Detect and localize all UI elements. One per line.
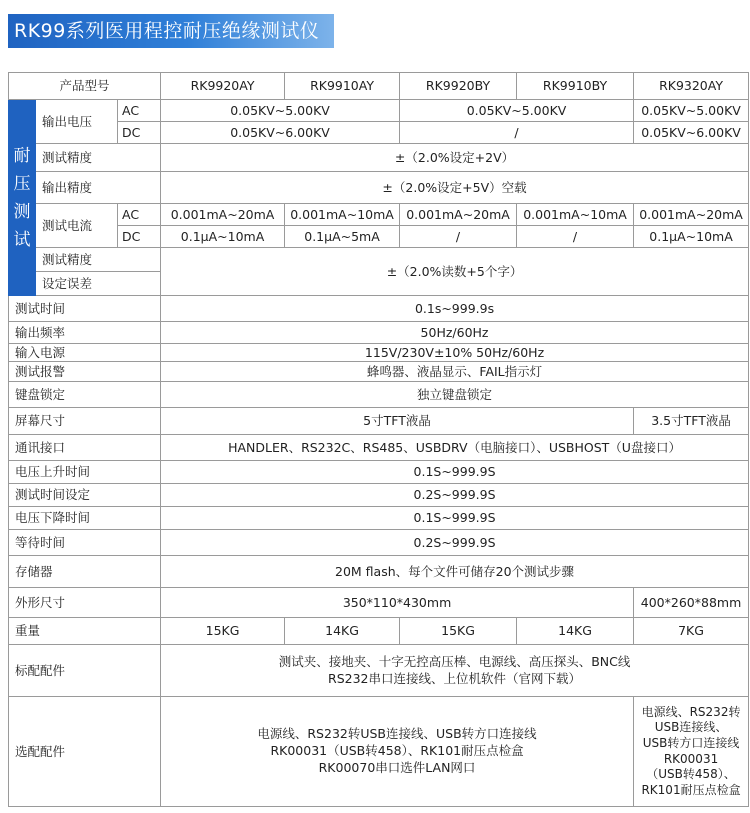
opt-acc-label: 选配配件 [9,697,161,807]
wait-time-value: 0.2S~999.9S [161,530,749,556]
weight-2: 14KG [285,618,400,645]
test-time-label: 测试时间 [9,296,161,322]
table-row [9,344,749,362]
table-row [9,382,749,408]
tc-ac-1: 0.001mA~20mA [161,204,285,226]
dc-sub-label: DC [118,226,161,248]
opt-acc-line: （USB转458）、 [646,767,736,782]
side-label: 耐 压 测 试 [9,100,36,296]
alarm-value: 蜂鸣器、液晶显示、FAIL指示灯 [161,362,749,382]
model-5: RK9320AY [634,73,749,100]
opt-acc-line: RK00031 [663,751,719,766]
weight-label: 重量 [9,618,161,645]
weight-3: 15KG [400,618,517,645]
opt-acc-last [634,697,749,807]
test-accuracy-value: ±（2.0%设定+2V） [161,144,749,172]
fall-time-label: 电压下降时间 [9,507,161,530]
table-row [9,507,749,530]
table-row [9,618,749,645]
model-3: RK9920BY [400,73,517,100]
ov-ac-34: 0.05KV~5.00KV [400,100,634,122]
opt-acc-line: RK101耐压点检盒 [641,782,741,797]
table-row [9,73,749,100]
ov-dc-34: / [400,122,634,144]
ov-dc-5: 0.05KV~6.00KV [634,122,749,144]
output-freq-value: 50Hz/60Hz [161,322,749,344]
input-power-value: 115V/230V±10% 50Hz/60Hz [161,344,749,362]
table-row [9,172,749,204]
time-set-label: 测试时间设定 [9,484,161,507]
opt-acc-line: 电源线、RS232转USB连接线、USB转方口连接线 [257,726,537,742]
ov-ac-12: 0.05KV~5.00KV [161,100,400,122]
table-row [9,697,749,807]
rise-time-value: 0.1S~999.9S [161,461,749,484]
table-row [9,588,749,618]
model-1: RK9920AY [161,73,285,100]
test-current-label: 测试电流 [36,204,118,248]
screen-value-5: 3.5寸TFT液晶 [634,408,749,435]
fall-time-value: 0.1S~999.9S [161,507,749,530]
model-2: RK9910AY [285,73,400,100]
test-time-value: 0.1s~999.9s [161,296,749,322]
header-label: 产品型号 [9,73,161,100]
ov-ac-5: 0.05KV~5.00KV [634,100,749,122]
output-accuracy-label: 输出精度 [36,172,161,204]
screen-label: 屏幕尺寸 [9,408,161,435]
time-set-value: 0.2S~999.9S [161,484,749,507]
size-label: 外形尺寸 [9,588,161,618]
tc-dc-2: 0.1μA~5mA [285,226,400,248]
tc-dc-3: / [400,226,517,248]
table-row [9,122,749,144]
weight-4: 14KG [517,618,634,645]
table-row [9,484,749,507]
wait-time-label: 等待时间 [9,530,161,556]
std-acc-value [161,645,749,697]
table-row [9,100,749,122]
spec-table [8,72,749,807]
weight-5: 7KG [634,618,749,645]
comm-label: 通讯接口 [9,435,161,461]
table-row [9,322,749,344]
opt-acc-line: USB转方口连接线 [642,735,740,750]
tc-dc-5: 0.1μA~10mA [634,226,749,248]
table-row [9,530,749,556]
output-accuracy-value: ±（2.0%设定+5V）空载 [161,172,749,204]
table-row [9,435,749,461]
tc-ac-2: 0.001mA~10mA [285,204,400,226]
model-4: RK9910BY [517,73,634,100]
std-acc-label: 标配配件 [9,645,161,697]
input-power-label: 输入电源 [9,344,161,362]
output-voltage-label: 输出电压 [36,100,118,144]
opt-acc-line: USB连接线、 [654,720,728,735]
storage-label: 存储器 [9,556,161,588]
table-row [9,362,749,382]
tc-ac-4: 0.001mA~10mA [517,204,634,226]
table-row [9,408,749,435]
table-row [9,461,749,484]
std-acc-line: 测试夹、接地夹、十字无控高压棒、电源线、高压探头、BNC线 [278,653,631,669]
opt-acc-line: 电源线、RS232转 [641,704,741,719]
table-row [9,226,749,248]
alarm-label: 测试报警 [9,362,161,382]
weight-1: 15KG [161,618,285,645]
comm-value: HANDLER、RS232C、RS485、USBDRV（电脑接口）、USBHOST（U盘接口） [161,435,749,461]
key-lock-label: 键盘锁定 [9,382,161,408]
table-row [9,645,749,697]
table-row [9,296,749,322]
tc-ac-3: 0.001mA~20mA [400,204,517,226]
screen-value-14: 5寸TFT液晶 [161,408,634,435]
ov-dc-12: 0.05KV~6.00KV [161,122,400,144]
opt-acc-line: RK00031（USB转458）、RK101耐压点检盒 [270,743,524,759]
rise-time-label: 电压上升时间 [9,461,161,484]
table-row [9,556,749,588]
size-value-14: 350*110*430mm [161,588,634,618]
opt-acc-line: RK00070串口选件LAN网口 [318,759,476,775]
test-accuracy-label: 测试精度 [36,144,161,172]
dc-sub-label: DC [118,122,161,144]
ac-sub-label: AC [118,204,161,226]
current-accuracy-label: 测试精度 [36,248,161,272]
table-row [9,248,749,272]
output-freq-label: 输出频率 [9,322,161,344]
storage-value: 20M flash、每个文件可储存20个测试步骤 [161,556,749,588]
current-accuracy-value: ±（2.0%读数+5个字） [161,248,749,296]
size-value-5: 400*260*88mm [634,588,749,618]
tc-dc-4: / [517,226,634,248]
opt-acc-main [161,697,634,807]
table-row [9,144,749,172]
tc-dc-1: 0.1μA~10mA [161,226,285,248]
setting-error-label: 设定误差 [36,272,161,296]
table-row [9,204,749,226]
tc-ac-5: 0.001mA~20mA [634,204,749,226]
key-lock-value: 独立键盘锁定 [161,382,749,408]
page-title: RK99系列医用程控耐压绝缘测试仪 [8,14,334,48]
ac-sub-label: AC [118,100,161,122]
std-acc-line: RS232串口连接线、上位机软件（官网下载） [328,670,582,686]
